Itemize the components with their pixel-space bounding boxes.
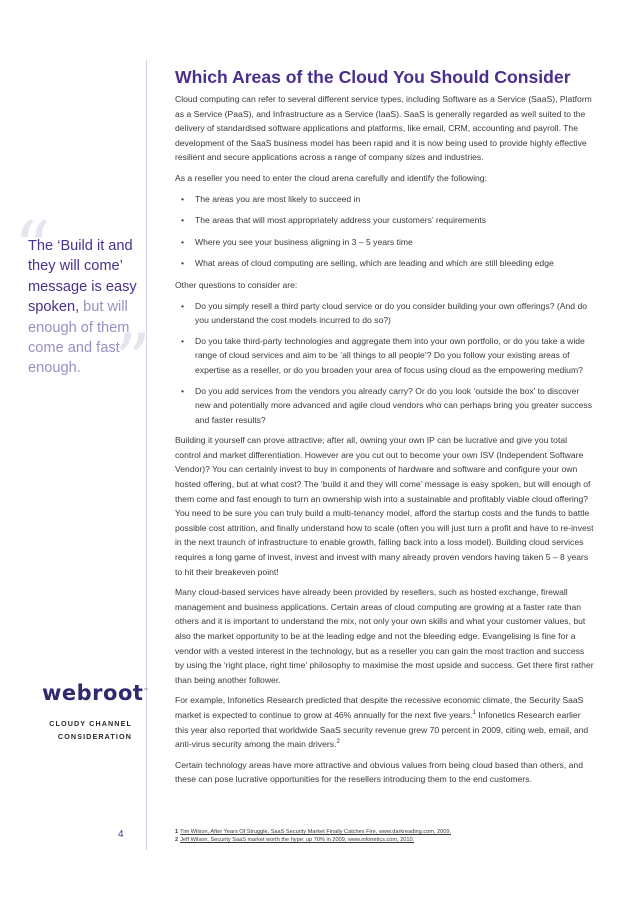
- other-questions-heading: Other questions to consider are:: [175, 279, 298, 290]
- open-quote-mark: “: [14, 206, 51, 290]
- paragraph-build: Building it yourself can prove attractive; after all, owning your own IP can be lucrative and give you total control and market differentiation. However are you cut out to become your own ISV (Independent Software Vendor)? You can certainly invest to buy in components of hardware and software and configure your own hosted offering, but at what cost? The ‘build it and they will come’ message is easy spoken, but will enough of them come and fast enough to turn an ownership wish into a sustainable and profitably viable cloud offering? You need to be sure you can truly build a multi-tenancy model, afford the startup costs and the funds to battle possible cost attrition, and finally understand how to scale (often you will just turn a profit and have to re-invest in the next traunch of infrastructure to enable growth, falling back into a loss model). Building cloud services requires a long game of invest, invest and invest with many already proven vendors having taken 5 – 8 years to hit their breakeven point!: [175, 435, 594, 577]
- footnote-1: 1 Tim Wilson, After Years Of Struggle, SaaS Security Market Finally Catches Fire, www.darkreading.com, 2009.: [175, 829, 452, 835]
- footnote-ref-2[interactable]: 2: [336, 739, 340, 746]
- logo-text: webroot: [42, 681, 144, 705]
- bullet: •: [181, 215, 185, 226]
- bullet: •: [181, 300, 185, 311]
- footnote-ref-1[interactable]: 1: [472, 710, 476, 717]
- paragraph-services: Many cloud-based services have already been provided by resellers, such as hosted exchange, firewall management and business applications. Certain areas of cloud computing are growing at a faster rate than others and it is important to understand the mix, not only your own skills and what your customer values, but also the market opportunity to be at the leading edge and not the bleeding edge. Evangelising is fine for a vendor with a vested interest in the technology, but as a reseller you can gain the most traction and success by using the ‘right place, right time’ philosophy to maximise the most upside and success. Get there first rather than being another follower.: [175, 587, 594, 685]
- footnotes: [175, 828, 451, 844]
- bullet: •: [181, 385, 185, 396]
- reseller-intro: As a reseller you need to enter the cloud arena carefully and identify the following:: [175, 172, 487, 183]
- column-divider: [146, 60, 147, 850]
- list-item: • What areas of cloud computing are selling, which are leading and which are still bleeding edge: [175, 256, 595, 271]
- pull-quote-comma: ,: [75, 299, 80, 316]
- footnote-link[interactable]: Jeff Wilson, Security SaaS market worth the hype: up 70% in 2009, www.infonetics.com, 2010.: [180, 837, 415, 843]
- paragraph-example: For example, Infonetics Research predicted that despite the recessive economic climate, the Security SaaS market is expected to continue to grow at 46% annually for the next five years.$^1$ Infonetics Research earlier this year also reported that worldwide SaaS security revenue grew 70 percent in 2009, citing web, email, and anti-virus security among the main drivers.$^2$: [175, 695, 589, 750]
- list-item: • The areas that will most appropriately address your customers’ requirements: [175, 213, 595, 228]
- identify-list: [175, 192, 595, 271]
- list-item: • The areas you are most likely to succeed in: [175, 192, 595, 207]
- bullet: •: [181, 258, 185, 269]
- list-item: • Do you take third-party technologies and aggregate them into your own portfolio, or do you take a wide range of cloud services and aim to be ‘all things to all people’? Do you follow your existing areas of expertise as a reseller, or do you broaden your area of focus using cloud as the empowering medium?: [181, 335, 585, 375]
- bullet: •: [181, 236, 185, 247]
- questions-list: [175, 299, 595, 428]
- close-quote-mark: ”: [114, 318, 151, 402]
- main-content: [175, 66, 595, 793]
- pull-quote-light: but will enough of them come and fast enough.: [28, 299, 130, 377]
- page-title: Which Areas of the Cloud You Should Consider: [175, 67, 571, 87]
- trademark: ™: [143, 688, 149, 694]
- page-number: 4: [118, 829, 124, 840]
- footnote-link[interactable]: Tim Wilson, After Years Of Struggle, SaaS Security Market Finally Catches Fire, www.darkreading.com, 2009.: [180, 829, 452, 835]
- pull-quote-strong: The ‘Build it and they will come’ message is easy spoken: [28, 238, 137, 316]
- bullet: •: [181, 335, 185, 346]
- webroot-logo: [42, 681, 149, 705]
- brand-tagline: CLOUDY CHANNEL CONSIDERATION: [49, 719, 132, 741]
- list-item: • Do you simply resell a third party cloud service or do you consider building your own offerings? (And do you understand the cost models incurred to do so?): [181, 300, 588, 326]
- pull-quote: [14, 206, 151, 402]
- list-item: • Do you add services from the vendors you already carry? Or do you look ‘outside the box’ to discover new and potentially more advanced and agile cloud vendors who can perhaps bring you greater success and faster results?: [181, 385, 592, 425]
- bullet: •: [181, 193, 185, 204]
- footnote-2: 2 Jeff Wilson, Security SaaS market worth the hype: up 70% in 2009, www.infonetics.com, 2010.: [175, 837, 415, 843]
- list-item: • Where you see your business aligning in 3 – 5 years time: [175, 235, 595, 250]
- intro-paragraph: Cloud computing can refer to several different service types, including Software as a Service (SaaS), Platform as a Service (PaaS), and Infrastructure as a Service (IaaS). SaaS is generally regarded as well suited to the delivery of standardised software applications and platforms, like email, CRM, accounting and payroll. The development of the SaaS business model has been rapid and it is now being used to provide highly effective resilient and secure applications across a range of company sizes and industries.: [175, 94, 592, 163]
- paragraph-closing: Certain technology areas have more attractive and obvious values from being cloud based than others, and these can pose lucrative opportunities for the resellers introducing them to the end customers.: [175, 759, 583, 785]
